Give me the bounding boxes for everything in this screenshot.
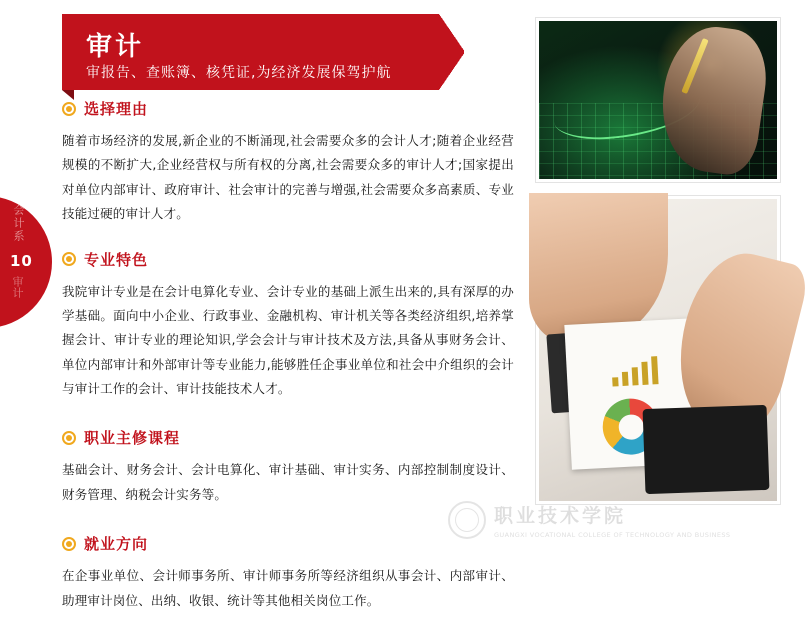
footer-watermark	[448, 494, 788, 546]
side-tab-major-label: 审计	[11, 276, 24, 298]
section-title: 就业方向	[84, 535, 149, 554]
college-name-cn: 职业技术学院	[494, 505, 627, 527]
section-body: 我院审计专业是在会计电算化专业、会计专业的基础上派生出来的,具有深厚的办学基础。面向中小企业、行政事业、金融机构、审计机关等各类经济组织,培养掌握会计、审计专业的理论知识,学会会计与审计技术及方法,具备从事财务会计、单位内部审计和外部审计等专业能力,能够胜任企事业单位和社会中介组织的会计与审计工作的会计、审计技能技术人才。	[62, 283, 514, 396]
side-tab	[0, 196, 52, 328]
section-header	[62, 427, 514, 448]
bullet-icon	[62, 252, 76, 266]
section-reasons	[62, 98, 514, 227]
photo-bottom	[536, 196, 780, 504]
section-title: 专业特色	[84, 250, 149, 269]
section-careers	[62, 533, 514, 613]
page-subtitle: 审报告、查账簿、核凭证,为经济发展保驾护航	[86, 65, 392, 81]
section-courses	[62, 427, 514, 507]
bullet-icon	[62, 537, 76, 551]
bullet-icon	[62, 431, 76, 445]
photo-top	[536, 18, 780, 182]
bar-chart-icon	[610, 353, 686, 386]
photo-bottom-tablet	[642, 405, 769, 494]
bullet-icon	[62, 102, 76, 116]
section-features	[62, 249, 514, 402]
section-header	[62, 249, 514, 270]
page-number: 10	[10, 252, 33, 270]
section-header	[62, 533, 514, 554]
footer-name-stack	[494, 501, 730, 539]
college-seal-icon	[448, 501, 486, 539]
section-title: 选择理由	[84, 100, 149, 118]
content-column	[62, 96, 514, 619]
title-banner	[62, 14, 464, 90]
college-name-en: GUANGXI VOCATIONAL COLLEGE OF TECHNOLOGY AND BUSINESS	[494, 531, 731, 539]
section-header	[62, 98, 514, 119]
page-title: 审计	[86, 32, 145, 62]
section-title: 职业主修课程	[84, 429, 181, 448]
section-body: 基础会计、财务会计、会计电算化、审计基础、审计实务、内部控制制度设计、财务管理、纳税会计实务等。	[62, 462, 514, 502]
section-body: 在企事业单位、会计师事务所、审计师事务所等经济组织从事会计、内部审计、助理审计岗位、出纳、收银、统计等其他相关岗位工作。	[62, 568, 514, 608]
section-body: 随着市场经济的发展,新企业的不断涌现,社会需要众多的会计人才;随着企业经营规模的不断扩大,企业经营权与所有权的分离,社会需要众多的审计人才;国家提出对单位内部审计、政府审计、社会审计的完善与增强,社会需要众多高素质、专业技能过硬的审计人才。	[62, 133, 514, 222]
side-tab-department-label: 会计系	[12, 204, 25, 243]
side-tab-inner	[0, 196, 52, 328]
